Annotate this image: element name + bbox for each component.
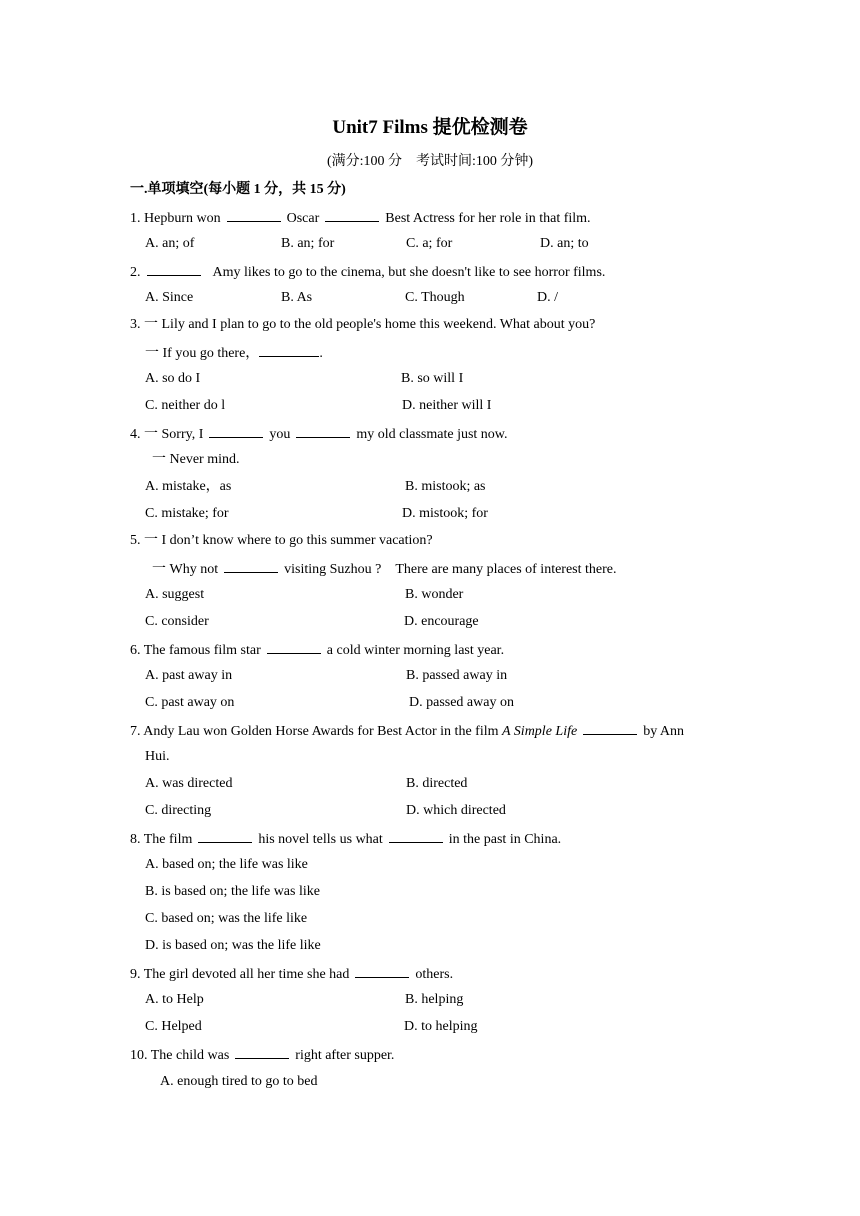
q6-option-b: B. passed away in (406, 668, 508, 683)
question-3: 3. 一 Lily and I plan to go to the old people's home this weekend. What about you? (130, 317, 596, 332)
q2-number: 2. (130, 265, 141, 280)
q9-text-1: 9. The girl devoted all her time she had (130, 967, 350, 982)
q8-option-b: B. is based on; the life was like (145, 884, 320, 899)
question-10 (130, 1045, 394, 1065)
answer-blank (355, 964, 409, 978)
q8-text-3: in the past in China. (448, 832, 562, 847)
q2-option-d: D. / (537, 290, 558, 305)
page-subtitle: (满分:100 分 考试时间:100 分钟) (326, 154, 534, 169)
q8-option-a: A. based on; the life was like (145, 857, 308, 872)
answer-blank (296, 424, 350, 438)
q9-option-a: A. to Help (145, 992, 204, 1007)
answer-blank (267, 640, 321, 654)
q5-reply-text-1: 一 Why not (152, 562, 219, 577)
answer-blank (147, 262, 201, 276)
answer-blank (583, 721, 637, 735)
q7-film-title: A Simple Life (502, 724, 578, 739)
answer-blank (198, 829, 252, 843)
answer-blank (227, 208, 281, 222)
answer-blank (235, 1045, 289, 1059)
q3-option-d: D. neither will I (402, 398, 492, 413)
question-8 (130, 829, 561, 849)
q4-text-3: my old classmate just now. (356, 427, 508, 442)
q7-option-b: B. directed (406, 776, 468, 791)
q7-text-2: by Ann (643, 724, 685, 739)
q1-text-1: 1. Hepburn won (130, 211, 221, 226)
q5-option-d: D. encourage (404, 614, 479, 629)
answer-blank (224, 559, 278, 573)
q2-option-b: B. As (281, 290, 313, 305)
q4-reply: 一 Never mind. (152, 452, 240, 467)
question-1 (130, 208, 591, 228)
question-6 (130, 640, 504, 660)
q6-text-2: a cold winter morning last year. (326, 643, 505, 658)
q1-text-3: Best Actress for her role in that film. (385, 211, 591, 226)
answer-blank (259, 343, 319, 357)
q2-text: Amy likes to go to the cinema, but she doesn't like to see horror films. (212, 265, 606, 280)
q1-option-d: D. an; to (540, 236, 589, 251)
q6-option-a: A. past away in (145, 668, 233, 683)
q10-option-a: A. enough tired to go to bed (160, 1074, 318, 1089)
q9-text-2: others. (415, 967, 454, 982)
question-7 (130, 721, 684, 741)
q8-option-c: C. based on; was the life like (145, 911, 308, 926)
q5-option-a: A. suggest (145, 587, 205, 602)
q7-option-d: D. which directed (406, 803, 506, 818)
q1-option-b: B. an; for (281, 236, 335, 251)
q4-option-b: B. mistook; as (405, 479, 486, 494)
q4-text-2: you (269, 427, 291, 442)
q9-option-d: D. to helping (404, 1019, 478, 1034)
q6-text-1: 6. The famous film star (130, 643, 261, 658)
q9-option-b: B. helping (405, 992, 464, 1007)
question-2 (130, 262, 605, 282)
q8-text-2: his novel tells us what (258, 832, 383, 847)
q3-reply (145, 343, 323, 363)
q10-text-2: right after supper. (295, 1048, 395, 1063)
q3-option-b: B. so will I (401, 371, 464, 386)
q2-option-c: C. Though (405, 290, 465, 305)
q9-option-c: C. Helped (145, 1019, 202, 1034)
q4-option-c: C. mistake; for (145, 506, 229, 521)
q5-option-c: C. consider (145, 614, 209, 629)
q7-text-1: 7. Andy Lau won Golden Horse Awards for Best Actor in the film (130, 724, 499, 739)
q5-reply-text-2: visiting Suzhou ? There are many places of interest there. (284, 562, 617, 577)
answer-blank (209, 424, 263, 438)
q4-text-1: 4. 一 Sorry, I (130, 427, 204, 442)
q5-reply (152, 559, 617, 579)
q3-reply-text: 一 If you go there， (145, 346, 260, 361)
q2-option-a: A. Since (145, 290, 194, 305)
question-9 (130, 964, 453, 984)
q7-text-3: Hui. (145, 749, 170, 764)
q5-option-b: B. wonder (405, 587, 464, 602)
q10-text-1: 10. The child was (130, 1048, 230, 1063)
q8-text-1: 8. The film (130, 832, 193, 847)
q8-option-d: D. is based on; was the life like (145, 938, 321, 953)
section-heading: 一.单项填空(每小题 1 分，共 15 分) (130, 182, 346, 197)
q7-option-a: A. was directed (145, 776, 233, 791)
answer-blank (325, 208, 379, 222)
q3-option-c: C. neither do l (145, 398, 226, 413)
question-4 (130, 424, 508, 444)
q1-text-2: Oscar (286, 211, 320, 226)
q6-option-d: D. passed away on (409, 695, 514, 710)
q7-option-c: C. directing (145, 803, 212, 818)
q4-option-a: A. mistake，as (145, 479, 232, 494)
q1-option-c: C. a; for (406, 236, 453, 251)
q3-option-a: A. so do I (145, 371, 201, 386)
q4-option-d: D. mistook; for (402, 506, 488, 521)
page-title: Unit7 Films 提优检测卷 (332, 117, 528, 138)
q6-option-c: C. past away on (145, 695, 235, 710)
q3-period: . (319, 346, 323, 361)
answer-blank (389, 829, 443, 843)
q1-option-a: A. an; of (145, 236, 195, 251)
question-5: 5. 一 I don’t know where to go this summer vacation? (130, 533, 433, 548)
